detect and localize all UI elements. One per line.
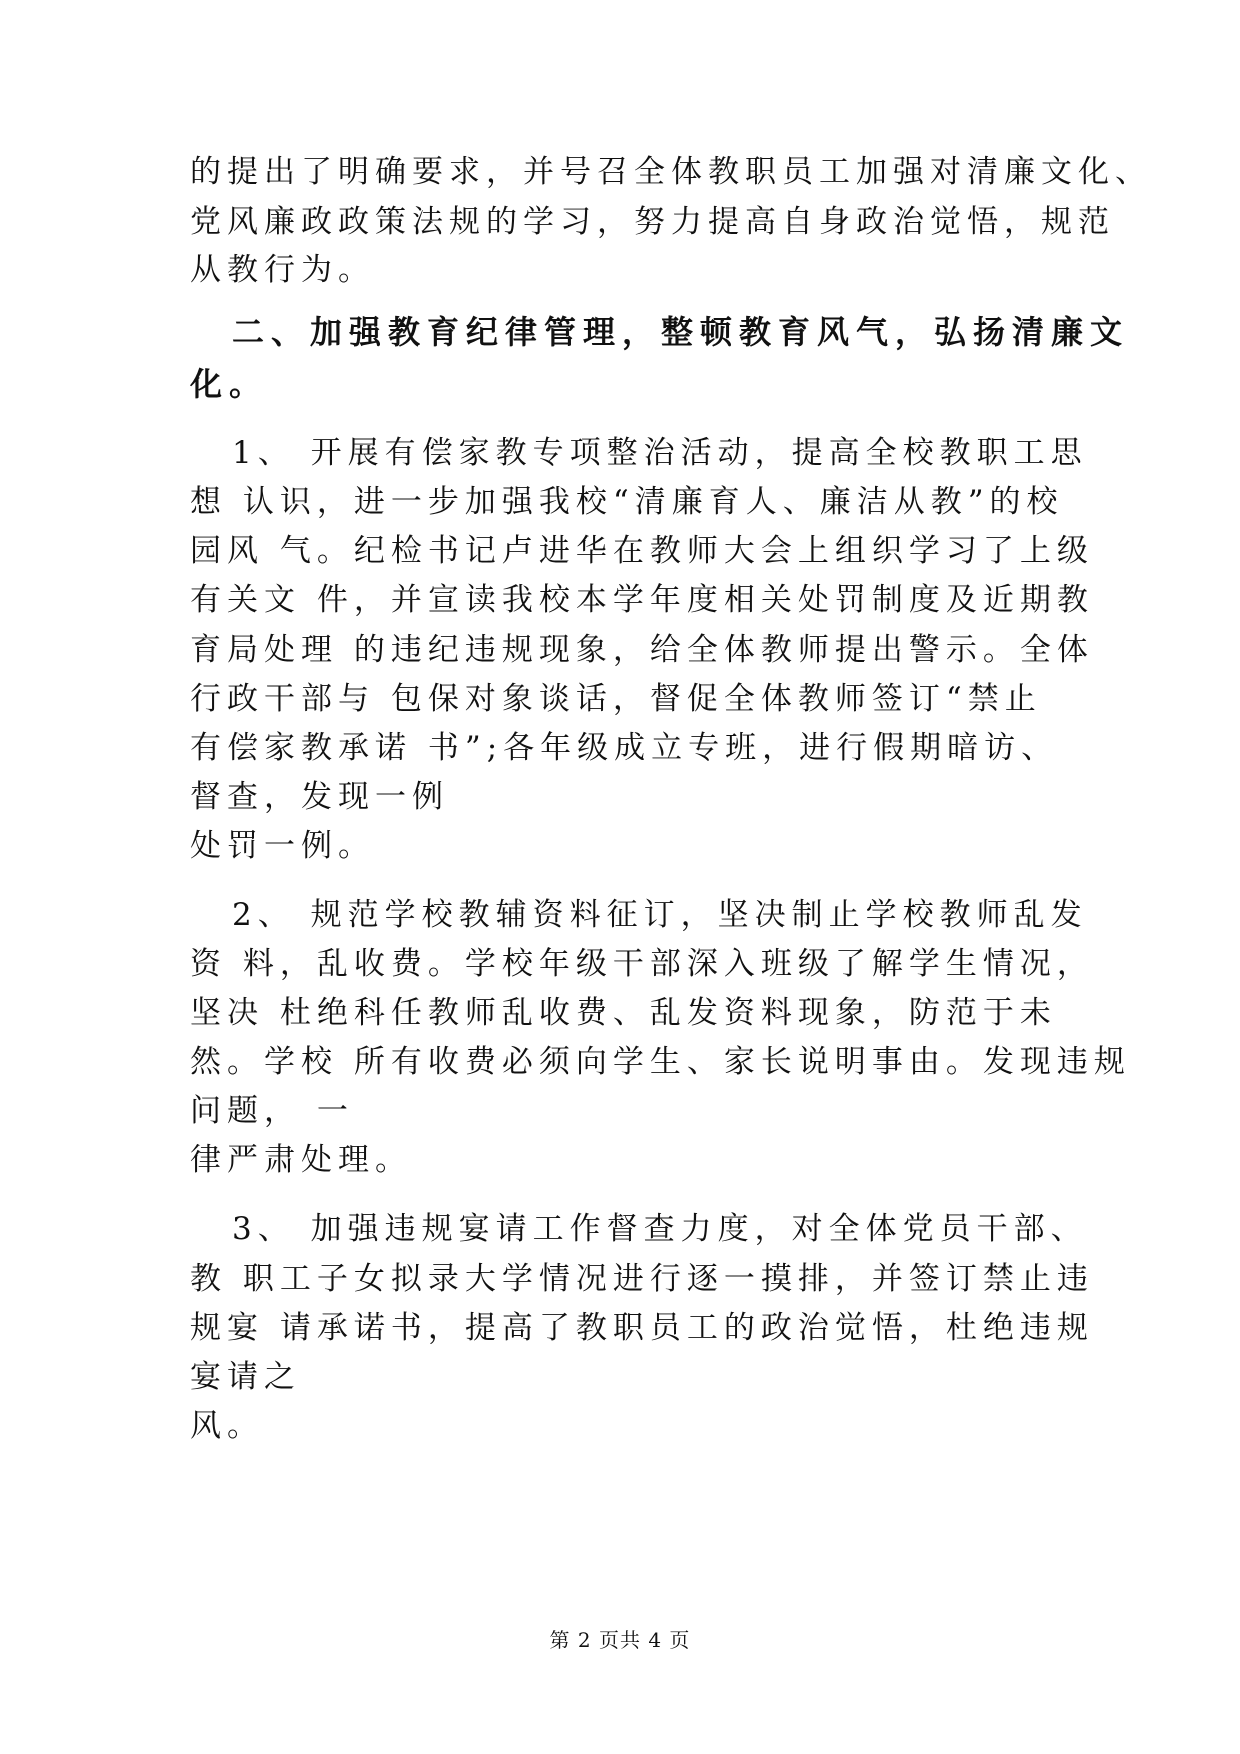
item1-line-3: 园风 气。纪检书记卢进华在教师大会上组织学习了上级 (190, 533, 1094, 569)
intro-line-1: 的提出了明确要求，并号召全体教职员工加强对清廉文化、 (190, 154, 1152, 190)
item3-line-4: 宴请之 (190, 1359, 301, 1395)
section-heading-line-1: 二、加强教育纪律管理，整顿教育风气，弘扬清廉文 (232, 313, 1130, 351)
section-heading-line-2: 化。 (190, 365, 269, 403)
item3-line-1: 3、 加强违规宴请工作督查力度，对全体党员干部、 (232, 1211, 1088, 1247)
item1-line-5: 育局处理 的违纪违规现象，给全体教师提出警示。全体 (190, 632, 1094, 668)
page-footer: 第 2 页共 4 页 (549, 1628, 691, 1652)
item2-line-1: 2、 规范学校教辅资料征订，坚决制止学校教师乱发 (232, 897, 1088, 933)
item3-line-5: 风。 (190, 1408, 264, 1444)
item3-line-3: 规宴 请承诺书，提高了教职员工的政治觉悟，杜绝违规 (190, 1310, 1094, 1346)
intro-line-3: 从教行为。 (190, 252, 375, 288)
item1-line-8: 督查，发现一例 (190, 779, 449, 815)
item2-line-3: 坚决 杜绝科任教师乱收费、乱发资料现象，防范于未 (190, 995, 1057, 1031)
item2-line-5: 问题， 一 (190, 1093, 354, 1129)
item2-line-6: 律严肃处理。 (190, 1142, 412, 1178)
item1-line-1: 1、 开展有偿家教专项整治活动，提高全校教职工思 (232, 435, 1088, 471)
item1-line-4: 有关文 件，并宣读我校本学年度相关处罚制度及近期教 (190, 582, 1094, 618)
item1-line-6: 行政干部与 包保对象谈话，督促全体教师签订“禁止 (190, 681, 1042, 717)
item1-line-9: 处罚一例。 (190, 828, 375, 864)
intro-line-2: 党风廉政政策法规的学习，努力提高自身政治觉悟，规范 (190, 204, 1115, 240)
item1-line-7: 有偿家教承诺 书”;各年级成立专班，进行假期暗访、 (190, 730, 1059, 766)
item2-line-2: 资 料，乱收费。学校年级干部深入班级了解学生情况， (190, 946, 1094, 982)
item1-line-2: 想 认识，进一步加强我校“清廉育人、廉洁从教”的校 (190, 484, 1064, 520)
item3-line-2: 教 职工子女拟录大学情况进行逐一摸排，并签订禁止违 (190, 1261, 1094, 1297)
item2-line-4: 然。学校 所有收费必须向学生、家长说明事由。发现违规 (190, 1044, 1131, 1080)
